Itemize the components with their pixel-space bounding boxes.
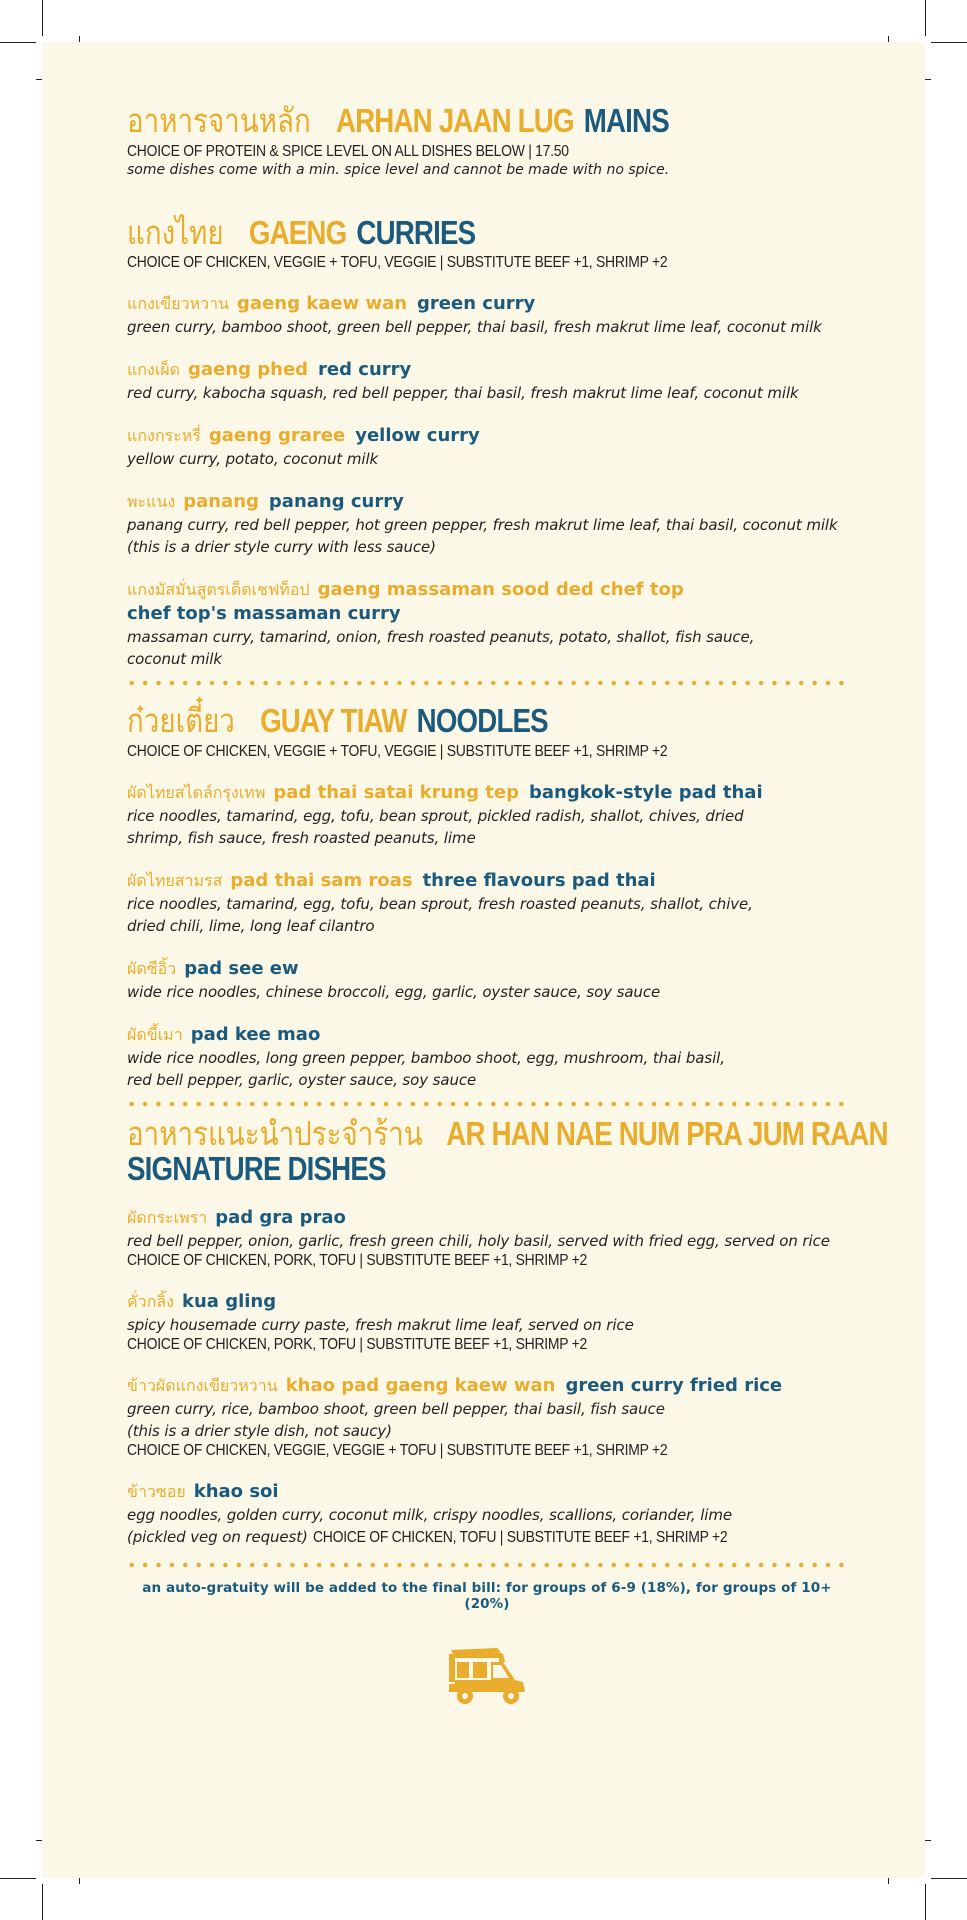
dish-description-note: (this is a drier style dish, not saucy) (127, 1422, 392, 1441)
dish-description-note: (this is a drier style curry with less sauce) (127, 538, 436, 557)
noodles-caps: CHOICE OF CHICKEN, VEGGIE + TOFU, VEGGIE | SUBSTITUTE BEEF +1, SHRIMP +2 (127, 742, 668, 760)
dish-thai: แกงกระหรี่ (127, 426, 201, 446)
dish-note-line (127, 1526, 847, 1548)
dish-thai: ผัดกระเพรา (127, 1208, 208, 1228)
crop-mark (931, 1878, 967, 1879)
crop-mark (42, 1884, 43, 1920)
dish-green-curry (127, 292, 847, 338)
dish-english: three flavours pad thai (422, 869, 656, 891)
dish-english: red curry (318, 359, 412, 381)
dish-kua-gling (127, 1290, 847, 1354)
dish-description: egg noodles, golden curry, coconut milk, crispy noodles, scallions, coriander, lime (127, 1506, 732, 1525)
dish-pad-see-ew (127, 957, 847, 1003)
dish-description: rice noodles, tamarind, egg, tofu, bean sprout, pickled radish, shallot, chives, dried (127, 806, 744, 825)
dish-translit: gaeng graree (208, 425, 346, 447)
dish-pad-gra-prao (127, 1206, 847, 1270)
dish-description-cont: red bell pepper, garlic, oyster sauce, soy sauce (127, 1070, 477, 1089)
curries-section (127, 212, 847, 671)
dish-thai: พะแนง (127, 492, 176, 512)
dish-english: chef top's massaman curry (127, 603, 401, 625)
dish-description: rice noodles, tamarind, egg, tofu, bean sprout, fresh roasted peanuts, shallot, chive, (127, 894, 753, 913)
dish-english: panang curry (268, 491, 404, 513)
tuk-tuk-icon (445, 1648, 529, 1706)
dish-description-note: (pickled veg on request) (127, 1528, 308, 1547)
dish-english: pad gra prao (215, 1207, 346, 1229)
mains-caps: CHOICE OF PROTEIN & SPICE LEVEL ON ALL DISHES BELOW | 17.50 (127, 142, 569, 160)
dish-description: red curry, kabocha squash, red bell pepper, thai basil, fresh makrut lime leaf, coconut milk (127, 384, 799, 403)
dish-thai: ผัดไทยสไตล์กรุงเทพ (127, 782, 266, 802)
dish-thai: ข้าวผัดแกงเขียวหวาน (127, 1376, 278, 1396)
dish-description: spicy housemade curry paste, fresh makrut lime leaf, served on rice (127, 1316, 634, 1335)
dish-translit: pad thai satai krung tep (273, 781, 519, 803)
dish-protein-choice: CHOICE OF CHICKEN, PORK, TOFU | SUBSTITUTE BEEF +1, SHRIMP +2 (127, 1336, 587, 1354)
curries-heading (127, 212, 732, 252)
crop-mark (0, 42, 36, 43)
dish-yellow-curry (127, 424, 847, 470)
crop-mark (931, 42, 967, 43)
dish-english: pad see ew (184, 957, 299, 979)
dish-description: wide rice noodles, long green pepper, bamboo shoot, egg, mushroom, thai basil, (127, 1048, 725, 1067)
dish-english: pad kee mao (190, 1023, 321, 1045)
dotted-divider (125, 1101, 845, 1107)
dish-protein-choice: CHOICE OF CHICKEN, TOFU | SUBSTITUTE BEEF +1, SHRIMP +2 (312, 1529, 728, 1547)
dotted-divider (125, 680, 845, 686)
signature-heading (127, 1113, 888, 1153)
noodles-thai: ก๋วยเตี๋ยว (127, 701, 235, 741)
mains-note: some dishes come with a min. spice level and cannot be made with no spice. (127, 161, 670, 178)
dish-thai: ข้าวซอย (127, 1482, 186, 1502)
curries-thai: แกงไทย (127, 212, 224, 252)
crop-mark (925, 1884, 926, 1920)
dish-protein-choice: CHOICE OF CHICKEN, VEGGIE, VEGGIE + TOFU | SUBSTITUTE BEEF +1, SHRIMP +2 (127, 1442, 668, 1460)
dish-english: kua gling (182, 1291, 277, 1313)
dish-translit: gaeng massaman sood ded chef top (317, 579, 684, 601)
dish-translit: khao pad gaeng kaew wan (285, 1375, 556, 1397)
signature-english: SIGNATURE DISHES (127, 1149, 386, 1187)
signature-section (127, 1113, 888, 1548)
dish-description: red bell pepper, onion, garlic, fresh green chili, holy basil, served with fried egg, served on rice (127, 1232, 830, 1251)
dish-thai: ผัดขี้เมา (127, 1024, 183, 1044)
dotted-divider (125, 1562, 845, 1568)
noodles-heading (127, 701, 732, 741)
mains-heading (127, 101, 732, 140)
dish-english: khao soi (193, 1481, 279, 1503)
dish-thai: แกงเผ็ด (127, 360, 181, 380)
noodles-english: NOODLES (416, 702, 548, 740)
dish-thai: ผัดซีอิ้ว (127, 958, 177, 978)
dish-panang-curry (127, 490, 847, 558)
signature-translit: AR HAN NAE NUM PRA JUM RAAN (446, 1114, 888, 1152)
dish-description: yellow curry, potato, coconut milk (127, 450, 379, 469)
dish-massaman-curry (127, 578, 847, 670)
curries-caps: CHOICE OF CHICKEN, VEGGIE + TOFU, VEGGIE | SUBSTITUTE BEEF +1, SHRIMP +2 (127, 254, 668, 272)
gratuity-note: an auto-gratuity will be added to the final bill: for groups of 6-9 (18%), for groups of 10+ (20%) (142, 1580, 832, 1613)
crop-mark (925, 0, 926, 36)
dish-red-curry (127, 358, 847, 404)
signature-thai: อาหารแนะนำประจำร้าน (127, 1113, 423, 1153)
dish-description: wide rice noodles, chinese broccoli, egg, garlic, oyster sauce, soy sauce (127, 982, 661, 1001)
dish-description-cont: coconut milk (127, 650, 222, 669)
menu-content (127, 101, 888, 1706)
dish-description: panang curry, red bell pepper, hot green pepper, fresh makrut lime leaf, thai basil, coconut milk (127, 516, 838, 535)
dish-green-curry-fried-rice (127, 1374, 847, 1460)
noodles-translit: GUAY TIAW (260, 702, 407, 740)
curries-english: CURRIES (356, 213, 476, 251)
dish-three-flavours-pad-thai (127, 869, 847, 937)
dish-translit: gaeng phed (188, 359, 309, 381)
dish-pad-kee-mao (127, 1023, 847, 1091)
mains-section (127, 101, 847, 180)
dish-thai: คั่วกลิ้ง (127, 1292, 174, 1312)
dish-description-cont: shrimp, fish sauce, fresh roasted peanuts, lime (127, 828, 476, 847)
dish-english: yellow curry (355, 425, 480, 447)
dish-english: green curry fried rice (565, 1375, 783, 1397)
mains-thai: อาหารจานหลัก (127, 101, 311, 140)
dish-thai: ผัดไทยสามรส (127, 870, 223, 890)
dish-description: green curry, rice, bamboo shoot, green bell pepper, thai basil, fish sauce (127, 1400, 665, 1419)
dish-thai: แกงเขียวหวาน (127, 294, 230, 314)
dish-english: green curry (417, 293, 536, 315)
dish-translit: gaeng kaew wan (237, 293, 408, 315)
dish-bangkok-pad-thai (127, 781, 847, 849)
dish-translit: pad thai sam roas (230, 869, 413, 891)
dish-description-cont: dried chili, lime, long leaf cilantro (127, 916, 375, 935)
mains-translit: ARHAN JAAN LUG (335, 102, 574, 139)
dish-description: massaman curry, tamarind, onion, fresh roasted peanuts, potato, shallot, fish sauce, (127, 628, 755, 647)
dish-english: bangkok-style pad thai (528, 781, 763, 803)
crop-mark (0, 1878, 36, 1879)
dish-translit: panang (183, 491, 259, 513)
dish-description: green curry, bamboo shoot, green bell pepper, thai basil, fresh makrut lime leaf, coconut milk (127, 318, 822, 337)
dish-khao-soi (127, 1480, 847, 1548)
dish-protein-choice: CHOICE OF CHICKEN, PORK, TOFU | SUBSTITUTE BEEF +1, SHRIMP +2 (127, 1252, 587, 1270)
crop-mark (42, 0, 43, 36)
noodles-section (127, 701, 847, 1091)
dish-thai: แกงมัสมั่นสูตรเด็ดเชฟท็อป (127, 580, 310, 600)
curries-translit: GAENG (248, 213, 347, 251)
mains-english: MAINS (583, 102, 669, 139)
